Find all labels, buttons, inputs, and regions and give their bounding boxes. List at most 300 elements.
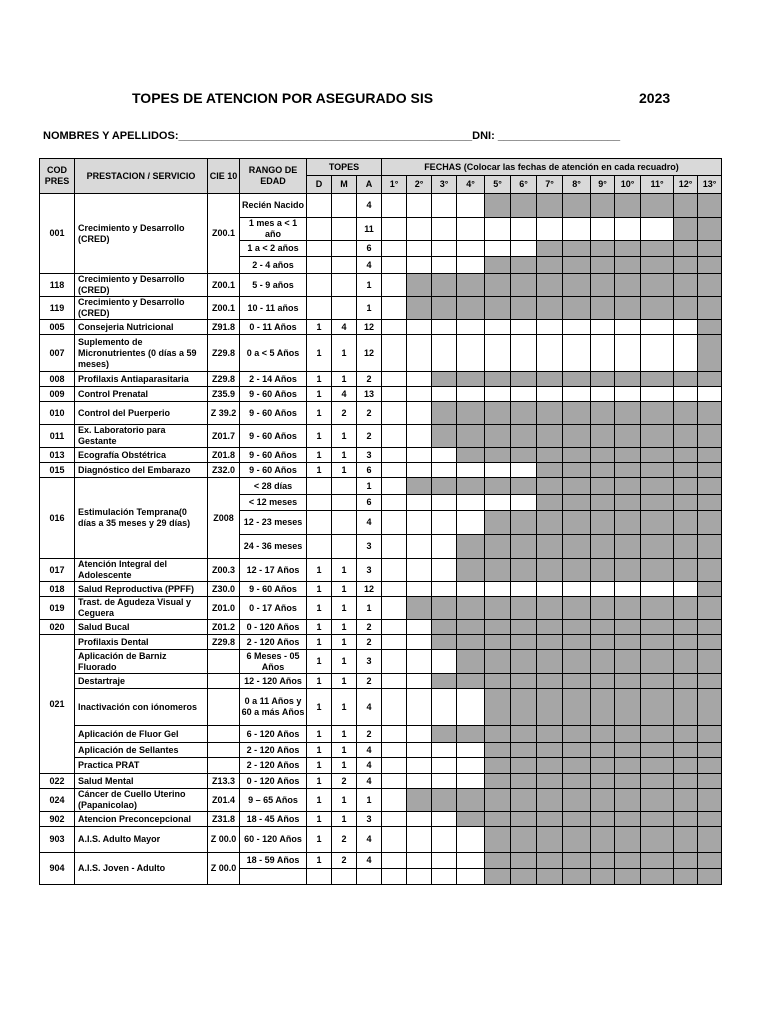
- tope-d-cell: 1: [307, 402, 332, 425]
- date-cell-blocked: [563, 297, 591, 320]
- date-cell-blocked: [641, 620, 674, 635]
- cod-pres-cell: 119: [40, 297, 75, 320]
- date-cell[interactable]: [407, 448, 432, 463]
- dni-field[interactable]: ____________________: [497, 130, 621, 142]
- date-cell[interactable]: [382, 194, 407, 218]
- date-cell-blocked: [537, 402, 563, 425]
- date-cell[interactable]: [382, 827, 407, 853]
- date-cell[interactable]: [407, 674, 432, 689]
- date-cell[interactable]: [511, 320, 537, 335]
- date-cell[interactable]: [432, 218, 457, 241]
- tope-d-cell: 1: [307, 559, 332, 582]
- date-cell-blocked: [641, 194, 674, 218]
- service-cell: A.I.S. Joven - Adulto: [75, 853, 208, 885]
- col-date-7: 7°: [537, 176, 563, 194]
- date-cell[interactable]: [382, 743, 407, 758]
- date-cell[interactable]: [382, 597, 407, 620]
- date-cell[interactable]: [457, 387, 485, 402]
- date-cell-blocked: [615, 726, 641, 743]
- table-row: [40, 620, 722, 635]
- cie-cell: [208, 758, 240, 774]
- date-cell-blocked: [511, 274, 537, 297]
- date-cell[interactable]: [407, 425, 432, 448]
- date-cell[interactable]: [457, 335, 485, 372]
- date-cell[interactable]: [432, 194, 457, 218]
- date-cell[interactable]: [407, 743, 432, 758]
- date-cell[interactable]: [382, 257, 407, 274]
- tope-d-cell: 1: [307, 789, 332, 812]
- date-cell[interactable]: [537, 582, 563, 597]
- date-cell[interactable]: [382, 478, 407, 495]
- service-cell: Destartraje: [75, 674, 208, 689]
- date-cell[interactable]: [432, 335, 457, 372]
- date-cell-blocked: [698, 372, 722, 387]
- date-cell-blocked: [591, 689, 615, 726]
- tope-d-cell: [307, 241, 332, 257]
- date-cell-blocked: [698, 743, 722, 758]
- date-cell[interactable]: [407, 402, 432, 425]
- date-cell-blocked: [591, 495, 615, 511]
- tope-m-cell: 1: [332, 726, 357, 743]
- table-row: [40, 758, 722, 774]
- date-cell[interactable]: [511, 582, 537, 597]
- tope-a-cell: 4: [357, 827, 382, 853]
- date-cell-blocked: [511, 689, 537, 726]
- tope-m-cell: [332, 297, 357, 320]
- date-cell[interactable]: [382, 320, 407, 335]
- date-cell[interactable]: [432, 320, 457, 335]
- date-cell-blocked: [563, 425, 591, 448]
- tope-a-cell: 6: [357, 241, 382, 257]
- date-cell-blocked: [457, 425, 485, 448]
- tope-m-cell: [332, 495, 357, 511]
- date-cell[interactable]: [432, 559, 457, 582]
- tope-m-cell: 1: [332, 758, 357, 774]
- date-cell[interactable]: [407, 635, 432, 650]
- date-cell[interactable]: [382, 674, 407, 689]
- date-cell-blocked: [641, 257, 674, 274]
- date-cell[interactable]: [407, 758, 432, 774]
- age-range-cell: 2 - 4 años: [240, 257, 307, 274]
- tope-a-cell: 11: [357, 218, 382, 241]
- date-cell-blocked: [432, 674, 457, 689]
- date-cell[interactable]: [432, 853, 457, 869]
- date-cell[interactable]: [382, 869, 407, 885]
- date-cell[interactable]: [591, 582, 615, 597]
- date-cell[interactable]: [641, 582, 674, 597]
- date-cell[interactable]: [511, 495, 537, 511]
- cod-pres-cell: 021: [40, 635, 75, 774]
- date-cell[interactable]: [407, 827, 432, 853]
- date-cell[interactable]: [432, 774, 457, 789]
- date-cell[interactable]: [485, 320, 511, 335]
- date-cell[interactable]: [382, 274, 407, 297]
- date-cell[interactable]: [485, 218, 511, 241]
- date-cell-blocked: [485, 297, 511, 320]
- date-cell-blocked: [591, 789, 615, 812]
- service-cell: Crecimiento y Desarrollo (CRED): [75, 194, 208, 274]
- date-cell[interactable]: [382, 726, 407, 743]
- date-cell-blocked: [674, 559, 698, 582]
- date-cell[interactable]: [407, 511, 432, 535]
- date-cell[interactable]: [382, 582, 407, 597]
- date-cell[interactable]: [457, 463, 485, 478]
- date-cell[interactable]: [615, 335, 641, 372]
- date-cell[interactable]: [382, 758, 407, 774]
- date-cell[interactable]: [511, 241, 537, 257]
- date-cell-blocked: [591, 535, 615, 559]
- date-cell[interactable]: [537, 320, 563, 335]
- date-cell[interactable]: [457, 758, 485, 774]
- limits-table: [39, 158, 722, 885]
- date-cell[interactable]: [382, 812, 407, 827]
- date-cell[interactable]: [407, 812, 432, 827]
- date-cell-blocked: [674, 689, 698, 726]
- date-cell[interactable]: [511, 463, 537, 478]
- date-cell-blocked: [615, 448, 641, 463]
- date-cell-blocked: [563, 372, 591, 387]
- date-cell-blocked: [537, 425, 563, 448]
- age-range-cell: [240, 869, 307, 885]
- date-cell[interactable]: [382, 774, 407, 789]
- date-cell-blocked: [674, 425, 698, 448]
- date-cell-blocked: [615, 812, 641, 827]
- service-cell: Salud Mental: [75, 774, 208, 789]
- date-cell[interactable]: [407, 853, 432, 869]
- date-cell[interactable]: [591, 320, 615, 335]
- date-cell[interactable]: [407, 582, 432, 597]
- date-cell-blocked: [615, 511, 641, 535]
- date-cell[interactable]: [537, 387, 563, 402]
- date-cell-blocked: [615, 257, 641, 274]
- date-cell-blocked: [641, 789, 674, 812]
- date-cell[interactable]: [407, 463, 432, 478]
- date-cell[interactable]: [432, 812, 457, 827]
- date-cell[interactable]: [382, 335, 407, 372]
- cod-pres-cell: 015: [40, 463, 75, 478]
- date-cell[interactable]: [432, 257, 457, 274]
- date-cell[interactable]: [432, 448, 457, 463]
- cie-cell: [208, 674, 240, 689]
- date-cell[interactable]: [407, 241, 432, 257]
- date-cell-blocked: [674, 372, 698, 387]
- date-cell[interactable]: [591, 387, 615, 402]
- date-cell[interactable]: [457, 218, 485, 241]
- date-cell[interactable]: [382, 789, 407, 812]
- date-cell[interactable]: [407, 194, 432, 218]
- tope-d-cell: 1: [307, 448, 332, 463]
- date-cell[interactable]: [457, 495, 485, 511]
- date-cell[interactable]: [432, 743, 457, 758]
- date-cell[interactable]: [457, 853, 485, 869]
- date-cell[interactable]: [382, 650, 407, 674]
- tope-m-cell: [332, 535, 357, 559]
- date-cell[interactable]: [674, 387, 698, 402]
- date-cell[interactable]: [537, 218, 563, 241]
- date-cell[interactable]: [382, 241, 407, 257]
- date-cell[interactable]: [511, 218, 537, 241]
- date-cell-blocked: [485, 478, 511, 495]
- tope-a-cell: 4: [357, 194, 382, 218]
- date-cell[interactable]: [641, 218, 674, 241]
- date-cell[interactable]: [407, 257, 432, 274]
- date-cell[interactable]: [382, 297, 407, 320]
- date-cell-blocked: [511, 726, 537, 743]
- date-cell[interactable]: [407, 335, 432, 372]
- tope-a-cell: 3: [357, 535, 382, 559]
- date-cell[interactable]: [485, 387, 511, 402]
- date-cell[interactable]: [382, 495, 407, 511]
- date-cell[interactable]: [432, 827, 457, 853]
- tope-m-cell: 1: [332, 743, 357, 758]
- date-cell[interactable]: [457, 194, 485, 218]
- date-cell[interactable]: [537, 335, 563, 372]
- tope-d-cell: 1: [307, 582, 332, 597]
- date-cell[interactable]: [674, 320, 698, 335]
- cie-cell: Z00.1: [208, 274, 240, 297]
- service-cell: Crecimiento y Desarrollo (CRED): [75, 274, 208, 297]
- table-row: [40, 689, 722, 726]
- date-cell[interactable]: [432, 495, 457, 511]
- service-cell: Inactivación con iónomeros: [75, 689, 208, 726]
- names-field[interactable]: ________________________________________________: [178, 130, 473, 142]
- date-cell[interactable]: [485, 463, 511, 478]
- date-cell[interactable]: [563, 387, 591, 402]
- tope-d-cell: [307, 257, 332, 274]
- tope-a-cell: 2: [357, 372, 382, 387]
- date-cell[interactable]: [511, 387, 537, 402]
- date-cell[interactable]: [432, 582, 457, 597]
- date-cell[interactable]: [382, 620, 407, 635]
- date-cell[interactable]: [457, 869, 485, 885]
- service-cell: Consejeria Nutricional: [75, 320, 208, 335]
- date-cell[interactable]: [615, 218, 641, 241]
- date-cell-blocked: [591, 478, 615, 495]
- date-cell[interactable]: [563, 582, 591, 597]
- date-cell-blocked: [698, 650, 722, 674]
- date-cell[interactable]: [457, 320, 485, 335]
- date-cell-blocked: [537, 774, 563, 789]
- date-cell[interactable]: [432, 689, 457, 726]
- date-cell-blocked: [674, 274, 698, 297]
- date-cell[interactable]: [641, 335, 674, 372]
- date-cell-blocked: [457, 274, 485, 297]
- date-cell[interactable]: [485, 241, 511, 257]
- age-range-cell: 2 - 120 Años: [240, 635, 307, 650]
- date-cell[interactable]: [563, 335, 591, 372]
- date-cell[interactable]: [563, 320, 591, 335]
- service-cell: Ex. Laboratorio para Gestante: [75, 425, 208, 448]
- date-cell-blocked: [698, 689, 722, 726]
- tope-a-cell: 2: [357, 726, 382, 743]
- date-cell[interactable]: [615, 582, 641, 597]
- date-cell[interactable]: [432, 387, 457, 402]
- date-cell-blocked: [511, 535, 537, 559]
- col-rango: RANGO DE EDAD: [240, 159, 307, 194]
- cie-cell: Z01.7: [208, 425, 240, 448]
- date-cell[interactable]: [407, 387, 432, 402]
- date-cell-blocked: [432, 635, 457, 650]
- date-cell[interactable]: [407, 559, 432, 582]
- date-cell[interactable]: [698, 387, 722, 402]
- date-cell[interactable]: [382, 635, 407, 650]
- date-cell-blocked: [698, 218, 722, 241]
- date-cell-blocked: [537, 478, 563, 495]
- date-cell[interactable]: [407, 620, 432, 635]
- date-cell-blocked: [563, 620, 591, 635]
- date-cell-blocked: [432, 297, 457, 320]
- date-cell-blocked: [537, 789, 563, 812]
- age-range-cell: < 12 meses: [240, 495, 307, 511]
- date-cell-blocked: [563, 448, 591, 463]
- tope-m-cell: [332, 478, 357, 495]
- date-cell[interactable]: [382, 425, 407, 448]
- date-cell-blocked: [537, 297, 563, 320]
- date-cell[interactable]: [432, 241, 457, 257]
- date-cell[interactable]: [457, 689, 485, 726]
- date-cell-blocked: [432, 789, 457, 812]
- date-cell-blocked: [511, 789, 537, 812]
- cie-cell: [208, 650, 240, 674]
- table-row: [40, 335, 722, 372]
- date-cell-blocked: [485, 511, 511, 535]
- date-cell[interactable]: [457, 827, 485, 853]
- date-cell[interactable]: [432, 869, 457, 885]
- date-cell-blocked: [641, 495, 674, 511]
- tope-a-cell: 2: [357, 620, 382, 635]
- date-cell-blocked: [432, 372, 457, 387]
- date-cell[interactable]: [563, 218, 591, 241]
- tope-d-cell: [307, 297, 332, 320]
- date-cell-blocked: [674, 743, 698, 758]
- date-cell-blocked: [641, 635, 674, 650]
- date-cell-blocked: [563, 726, 591, 743]
- date-cell[interactable]: [615, 387, 641, 402]
- tope-m-cell: 1: [332, 425, 357, 448]
- age-range-cell: 1 a < 2 años: [240, 241, 307, 257]
- age-range-cell: 5 - 9 años: [240, 274, 307, 297]
- date-cell[interactable]: [674, 335, 698, 372]
- tope-m-cell: [332, 218, 357, 241]
- date-cell[interactable]: [382, 387, 407, 402]
- date-cell-blocked: [537, 194, 563, 218]
- date-cell-blocked: [457, 402, 485, 425]
- tope-a-cell: 2: [357, 402, 382, 425]
- date-cell-blocked: [641, 827, 674, 853]
- col-fechas: [382, 159, 722, 176]
- date-cell[interactable]: [457, 257, 485, 274]
- age-range-cell: 0 a < 5 Años: [240, 335, 307, 372]
- date-cell[interactable]: [641, 387, 674, 402]
- date-cell[interactable]: [457, 743, 485, 758]
- date-cell[interactable]: [407, 495, 432, 511]
- date-cell[interactable]: [432, 511, 457, 535]
- date-cell[interactable]: [615, 320, 641, 335]
- date-cell[interactable]: [432, 463, 457, 478]
- date-cell[interactable]: [432, 535, 457, 559]
- date-cell[interactable]: [407, 650, 432, 674]
- date-cell-blocked: [485, 194, 511, 218]
- date-cell[interactable]: [485, 335, 511, 372]
- date-cell-blocked: [537, 743, 563, 758]
- date-cell[interactable]: [382, 402, 407, 425]
- date-cell-blocked: [674, 218, 698, 241]
- date-cell[interactable]: [591, 335, 615, 372]
- cie-cell: Z01.2: [208, 620, 240, 635]
- col-topes: TOPES: [307, 159, 382, 176]
- date-cell[interactable]: [457, 582, 485, 597]
- tope-m-cell: 1: [332, 559, 357, 582]
- date-cell[interactable]: [457, 241, 485, 257]
- date-cell[interactable]: [407, 869, 432, 885]
- date-cell[interactable]: [591, 218, 615, 241]
- date-cell-blocked: [407, 789, 432, 812]
- date-cell[interactable]: [407, 774, 432, 789]
- date-cell[interactable]: [641, 320, 674, 335]
- date-cell[interactable]: [382, 463, 407, 478]
- date-cell-blocked: [407, 274, 432, 297]
- cie-cell: Z13.3: [208, 774, 240, 789]
- date-cell-blocked: [563, 674, 591, 689]
- service-cell: Aplicación de Barniz Fluorado: [75, 650, 208, 674]
- date-cell[interactable]: [407, 726, 432, 743]
- date-cell-blocked: [537, 689, 563, 726]
- service-cell: Crecimiento y Desarrollo (CRED): [75, 297, 208, 320]
- date-cell[interactable]: [407, 689, 432, 726]
- date-cell[interactable]: [382, 559, 407, 582]
- date-cell[interactable]: [511, 335, 537, 372]
- service-cell: A.I.S. Adulto Mayor: [75, 827, 208, 853]
- date-cell[interactable]: [382, 511, 407, 535]
- date-cell[interactable]: [407, 535, 432, 559]
- date-cell-blocked: [674, 241, 698, 257]
- date-cell[interactable]: [432, 650, 457, 674]
- date-cell[interactable]: [382, 218, 407, 241]
- date-cell-blocked: [457, 726, 485, 743]
- date-cell[interactable]: [485, 495, 511, 511]
- date-cell[interactable]: [432, 758, 457, 774]
- date-cell[interactable]: [674, 582, 698, 597]
- date-cell[interactable]: [407, 320, 432, 335]
- date-cell[interactable]: [407, 218, 432, 241]
- tope-d-cell: 1: [307, 827, 332, 853]
- service-cell: Profilaxis Dental: [75, 635, 208, 650]
- date-cell-blocked: [537, 827, 563, 853]
- date-cell[interactable]: [382, 689, 407, 726]
- age-range-cell: 2 - 120 Años: [240, 743, 307, 758]
- date-cell[interactable]: [485, 582, 511, 597]
- date-cell-blocked: [537, 620, 563, 635]
- date-cell-blocked: [674, 478, 698, 495]
- table-row: [40, 774, 722, 789]
- date-cell-blocked: [615, 402, 641, 425]
- date-cell[interactable]: [382, 372, 407, 387]
- date-cell-blocked: [511, 674, 537, 689]
- date-cell-blocked: [641, 425, 674, 448]
- date-cell-blocked: [457, 597, 485, 620]
- age-range-cell: 9 - 60 Años: [240, 448, 307, 463]
- cod-pres-cell: 903: [40, 827, 75, 853]
- date-cell[interactable]: [382, 448, 407, 463]
- date-cell[interactable]: [457, 774, 485, 789]
- date-cell[interactable]: [382, 853, 407, 869]
- date-cell-blocked: [485, 758, 511, 774]
- date-cell[interactable]: [457, 511, 485, 535]
- date-cell-blocked: [485, 789, 511, 812]
- date-cell[interactable]: [407, 372, 432, 387]
- table-row: [40, 297, 722, 320]
- date-cell[interactable]: [382, 535, 407, 559]
